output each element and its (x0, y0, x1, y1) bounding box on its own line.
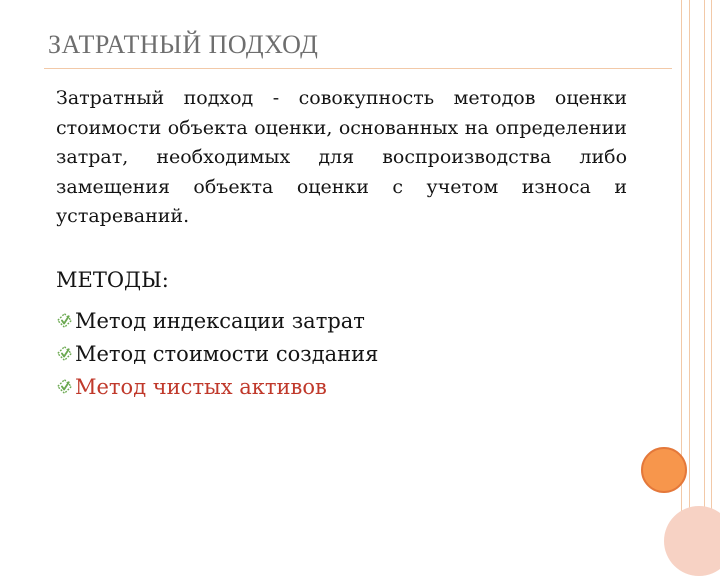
checkmark-diamond-icon (56, 312, 73, 329)
definition-text (56, 84, 627, 232)
pink-circle-decoration (664, 506, 720, 576)
definition-line: с учетом износа и устареваний. (56, 175, 627, 227)
methods-heading: МЕТОДЫ: (56, 268, 169, 292)
definition-line: Затратный подход - совокупность методов оценки (56, 87, 627, 109)
method-label: Метод стоимости создания (75, 341, 379, 366)
definition-line: воспроизводства либо замещения объекта оценки (56, 146, 628, 198)
method-item (56, 370, 378, 403)
method-label: Метод индексации затрат (75, 308, 365, 333)
decor-line-3 (704, 0, 705, 540)
method-label: Метод чистых активов (75, 374, 327, 399)
decor-line-2 (689, 0, 690, 540)
decor-line-4 (711, 0, 712, 540)
orange-circle-decoration (641, 447, 687, 493)
definition-line: стоимости объекта оценки, основанных на (56, 116, 489, 139)
checkmark-diamond-icon (56, 378, 73, 395)
slide-title: ЗАТРАТНЫЙ ПОДХОД (48, 30, 319, 59)
title-underline (44, 68, 672, 69)
method-item (56, 304, 378, 337)
checkmark-diamond-icon (56, 345, 73, 362)
method-item (56, 337, 378, 370)
definition-line: определении затрат, необходимых для (56, 116, 627, 168)
methods-list (56, 304, 378, 403)
